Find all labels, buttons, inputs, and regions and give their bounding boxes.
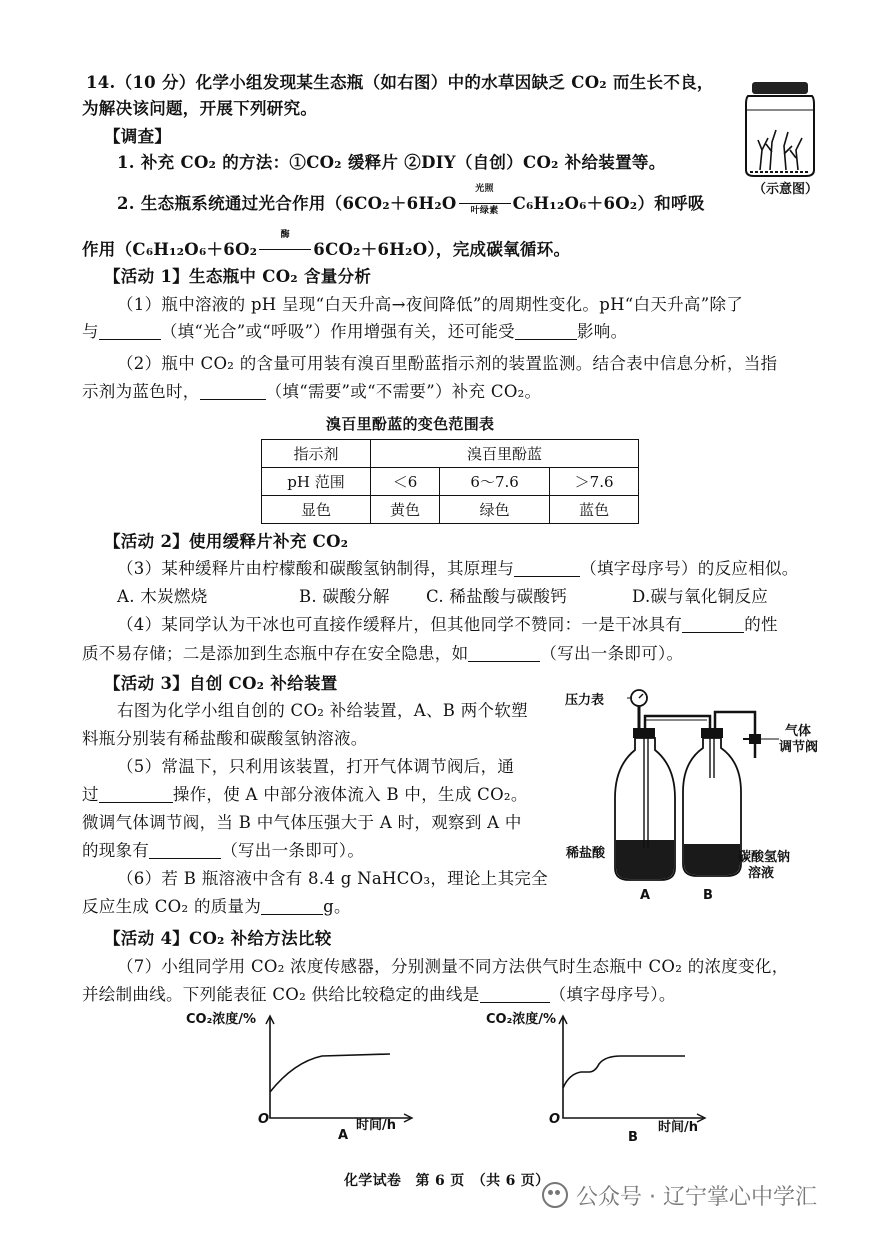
table-cell: 黄色 [371, 496, 440, 524]
q3-option-b: B. 碳酸分解 [299, 587, 390, 606]
a3-intro-1: 右图为化学小组自创的 CO₂ 补给装置，A、B 两个软塑 [117, 701, 528, 720]
photosynthesis-right: C₆H₁₂O₆＋6O₂）和呼吸 [512, 194, 705, 213]
table-row [262, 468, 639, 496]
graph-a [260, 1010, 420, 1130]
watermark-text: 公众号 · 辽宁掌心中学汇 [576, 1184, 817, 1210]
q3-text-a: （3）某种缓释片由柠檬酸和碳酸氢钠制得，其原理与 [117, 559, 515, 578]
photosynthesis-left: 2. 生态瓶系统通过光合作用（6CO₂＋6H₂O [117, 194, 457, 213]
graph-b-name: B [628, 1130, 638, 1145]
q5-line-1: （5）常温下，只利用该装置，打开气体调节阀后，通 [117, 757, 515, 776]
q6-text-a: 反应生成 CO₂ 的质量为 [82, 897, 262, 916]
q1-blank-1[interactable] [99, 323, 161, 340]
bicarb-label-1: 碳酸氢钠 [738, 850, 791, 865]
respiration-right: 6CO₂＋6H₂O），完成碳氧循环。 [313, 240, 571, 259]
valve-label-2: 调节阀 [779, 740, 819, 755]
table-cell: 蓝色 [550, 496, 639, 524]
q4-text-c: 质不易存储；二是添加到生态瓶中存在安全隐患，如 [82, 644, 469, 663]
bicarb-label-2: 溶液 [748, 866, 775, 881]
q7-line-1: （7）小组同学用 CO₂ 浓度传感器，分别测量不同方法供气时生态瓶中 CO₂ 的浓度变化， [117, 957, 789, 976]
cond-light: 光照 [475, 184, 494, 194]
cond-enzyme: 酶 [280, 230, 290, 240]
q4-text-a: （4）某同学认为干冰也可直接作缓释片，但其他同学不赞同：一是干冰具有 [117, 615, 683, 634]
jar-caption: （示意图） [753, 182, 819, 197]
q6-line-2 [82, 896, 351, 918]
q3-line [117, 558, 799, 580]
q5-text-b: 操作，使 A 中部分液体流入 B 中，生成 CO₂。 [172, 785, 528, 804]
respiration-arrow [257, 230, 313, 260]
q3-option-c: C. 稀盐酸与碳酸钙 [426, 587, 568, 606]
q14-line-1: 14.（10 分）化学小组发现某生态瓶（如右图）中的水草因缺乏 CO₂ 而生长不良， [86, 73, 714, 92]
table-cell: 绿色 [440, 496, 550, 524]
q1-text-a: 与 [82, 322, 99, 341]
a3-intro-2: 料瓶分别装有稀盐酸和碳酸氢钠溶液。 [82, 729, 368, 748]
q5-blank-1[interactable] [99, 786, 173, 803]
q1-text-c: 影响。 [576, 322, 628, 341]
activity3-heading: 【活动 3】自创 CO₂ 补给装置 [104, 674, 338, 693]
q1-line-2 [82, 321, 627, 343]
table-cell: pH 范围 [262, 468, 371, 496]
q6-text-b: g。 [323, 897, 351, 916]
graph-b [553, 1010, 713, 1130]
q5-blank-2[interactable] [149, 842, 221, 859]
valve-label-1: 气体 [785, 724, 812, 739]
q7-line-2 [82, 984, 676, 1006]
q14-line-2: 为解决该问题，开展下列研究。 [82, 99, 318, 118]
graph-a-ylabel: CO₂浓度/% [186, 1012, 257, 1027]
survey-heading: 【调查】 [104, 127, 172, 146]
table-row [262, 440, 639, 468]
photosynthesis-arrow [457, 184, 513, 216]
table-cell: ＜6 [371, 468, 440, 496]
survey-item-1: 1. 补充 CO₂ 的方法：①CO₂ 缓释片 ②DIY（自创）CO₂ 补给装置等。 [117, 153, 666, 172]
eco-jar-illustration [740, 80, 820, 180]
q3-option-a: A. 木炭燃烧 [117, 587, 208, 606]
graph-a-xlabel: 时间/h [356, 1118, 397, 1133]
page-footer: 化学试卷 第 6 页 （共 6 页） [344, 1173, 550, 1189]
q7-blank[interactable] [480, 986, 550, 1003]
q3-option-d: D.碳与氧化铜反应 [632, 587, 769, 606]
q2-line-2 [82, 381, 541, 403]
indicator-table [261, 439, 639, 524]
q6-blank[interactable] [261, 898, 323, 915]
q6-line-1: （6）若 B 瓶溶液中含有 8.4 g NaHCO₃，理论上其完全 [117, 869, 548, 888]
q4-line-1 [117, 614, 778, 636]
acid-label: 稀盐酸 [566, 846, 606, 861]
table-cell: 6～7.6 [440, 468, 550, 496]
q1-blank-2[interactable] [515, 323, 577, 340]
graph-b-xlabel: 时间/h [658, 1120, 699, 1135]
q2-text-b: （填“需要”或“不需要”）补充 CO₂。 [265, 382, 542, 401]
q3-blank[interactable] [514, 560, 580, 577]
q5-line-3: 微调气体调节阀，当 B 中气体压强大于 A 时，观察到 A 中 [82, 813, 522, 832]
watermark [542, 1181, 817, 1209]
activity2-heading: 【活动 2】使用缓释片补充 CO₂ [104, 532, 349, 551]
table-cell: ＞7.6 [550, 468, 639, 496]
graph-b-ylabel: CO₂浓度/% [486, 1012, 557, 1027]
graph-a-name: A [338, 1128, 349, 1143]
gauge-label: 压力表 [565, 693, 605, 708]
q2-text-a: 示剂为蓝色时， [82, 382, 200, 401]
q5-text-c: 的现象有 [82, 841, 150, 860]
table-cell: 显色 [262, 496, 371, 524]
q4-text-b: 的性 [744, 615, 778, 634]
q3-text-b: （填字母序号）的反应相似。 [580, 559, 799, 578]
q5-text-d: （写出一条即可）。 [221, 841, 365, 860]
q5-text-a: 过 [82, 785, 99, 804]
respiration-left: 作用（C₆H₁₂O₆＋6O₂ [82, 240, 258, 259]
graph-b-curve [563, 1056, 685, 1088]
q1-text-b: （填“光合”或“呼吸”）作用增强有关，还可能受 [160, 322, 515, 341]
q5-line-4 [82, 840, 364, 862]
graph-a-curve [270, 1054, 390, 1092]
q2-blank[interactable] [200, 383, 266, 400]
q7-text-a: 并绘制曲线。下列能表征 CO₂ 供给比较稳定的曲线是 [82, 985, 480, 1004]
survey-item-2 [117, 184, 705, 216]
bottle-a-label: A [640, 888, 651, 903]
table-cell: 指示剂 [262, 440, 371, 468]
q1-line-1: （1）瓶中溶液的 pH 呈现“白天升高→夜间降低”的周期性变化。pH“白天升高”除了 [117, 295, 744, 314]
survey-item-2-cont [82, 230, 571, 261]
q4-blank-2[interactable] [468, 645, 540, 662]
activity4-heading: 【活动 4】CO₂ 补给方法比较 [104, 929, 332, 948]
table-title: 溴百里酚蓝的变色范围表 [326, 415, 495, 433]
cond-chlorophyll: 叶绿素 [470, 206, 499, 216]
q4-blank-1[interactable] [682, 616, 744, 633]
q4-text-d: （写出一条即可）。 [540, 644, 684, 663]
graph-b-origin: O [549, 1112, 561, 1127]
q5-line-2 [82, 784, 528, 806]
table-row [262, 496, 639, 524]
bottle-b-label: B [703, 888, 713, 903]
q4-line-2 [82, 643, 683, 665]
graph-a-origin: O [258, 1112, 270, 1127]
table-cell: 溴百里酚蓝 [371, 440, 639, 468]
wechat-icon [542, 1182, 568, 1208]
q7-text-b: （填字母序号）。 [549, 985, 676, 1004]
activity1-heading: 【活动 1】生态瓶中 CO₂ 含量分析 [104, 267, 372, 286]
q2-line-1: （2）瓶中 CO₂ 的含量可用装有溴百里酚蓝指示剂的装置监测。结合表中信息分析，当指 [117, 354, 778, 373]
